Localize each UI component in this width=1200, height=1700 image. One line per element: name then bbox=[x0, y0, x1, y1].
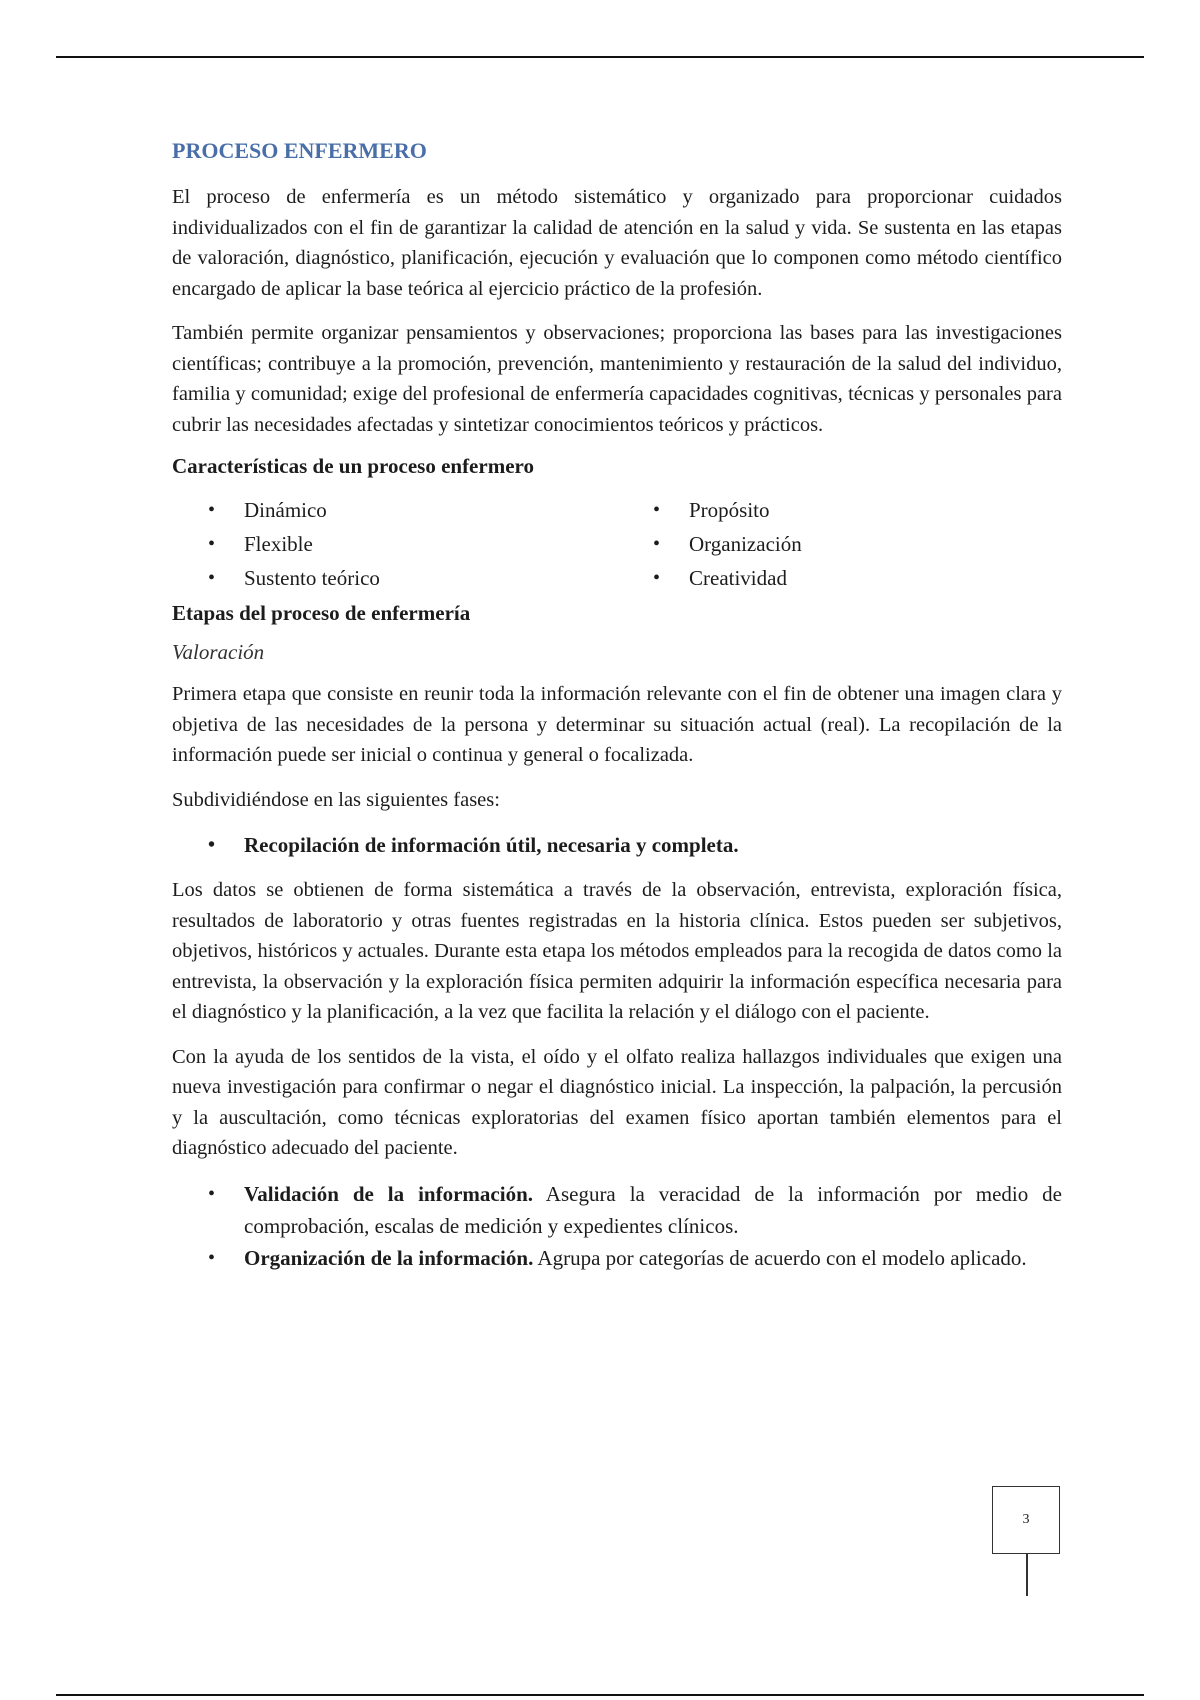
bullet-icon: • bbox=[208, 1182, 216, 1205]
page-number-box bbox=[992, 1486, 1060, 1554]
document-body bbox=[172, 138, 1062, 1288]
characteristics-heading: Características de un proceso enfermero bbox=[172, 454, 534, 478]
data-collection-paragraph: Los datos se obtienen de forma sistemática a través de la observación, entrevista, exploración física, resultados de laboratorio y otras fuentes registradas en la historia clínica. Estos pueden ser subjetivos, objetivos, históricos y actuales. Durante esta etapa los métodos empleados para la recogida de datos como la entrevista, la observación y la exploración física permiten adquirir la información específica necesaria para el diagnóstico y la planificación, a la vez que facilita la relación y el diálogo con el paciente. bbox=[172, 879, 1062, 1023]
benefits-paragraph: También permite organizar pensamientos y observaciones; proporciona las bases para las investigaciones científicas; contribuye a la promoción, prevención, mantenimiento y restauración de la salud del individuo, familia y comunidad; exige del profesional de enfermería capacidades cognitivas, técnicas y personales para cubrir las necesidades afectadas y sintetizar conocimientos teóricos y prácticos. bbox=[172, 322, 1062, 436]
stages-heading: Etapas del proceso de enfermería bbox=[172, 601, 471, 625]
intro-paragraph: El proceso de enfermería es un método sistemático y organizado para proporcionar cuidados individualizados con el fin de garantizar la calidad de atención en la salud y vida. Se sustenta en las etapas de valoración, diagnóstico, planificación, ejecución y evaluación que lo componen como método científico encargado de aplicar la base teórica al ejercicio práctico de la profesión. bbox=[172, 186, 1062, 300]
bullet-icon: • bbox=[208, 567, 216, 589]
phase-label: Validación de la información. bbox=[244, 1181, 533, 1206]
characteristics-left-column bbox=[172, 493, 617, 595]
bullet-icon: • bbox=[208, 1246, 216, 1269]
phase-list-2 bbox=[172, 1178, 1062, 1274]
list-item: • Creatividad bbox=[617, 561, 1062, 595]
bullet-icon: • bbox=[208, 533, 216, 555]
list-item: • Recopilación de información útil, necesaria y completa. bbox=[172, 829, 1062, 861]
section-title: PROCESO ENFERMERO bbox=[172, 138, 427, 163]
list-item: • Organización bbox=[617, 527, 1062, 561]
list-item: • Dinámico bbox=[172, 493, 617, 527]
valoracion-subheading: Valoración bbox=[172, 640, 265, 664]
phases-intro: Subdividiéndose en las siguientes fases: bbox=[172, 788, 500, 811]
bullet-icon: • bbox=[208, 499, 216, 521]
characteristics-right-column bbox=[617, 493, 1062, 595]
bullet-icon: • bbox=[653, 533, 661, 555]
bullet-icon: • bbox=[653, 567, 661, 589]
senses-paragraph: Con la ayuda de los sentidos de la vista, el oído y el olfato realiza hallazgos individuales que exigen una nueva investigación para confirmar o negar el diagnóstico inicial. La inspección, la palpación, la percusión y la auscultación, como técnicas exploratorias del examen físico aportan también elementos para el diagnóstico adecuado del paciente. bbox=[172, 1045, 1062, 1159]
list-item: • Propósito bbox=[617, 493, 1062, 527]
list-item: • Sustento teórico bbox=[172, 561, 617, 595]
valoracion-paragraph: Primera etapa que consiste en reunir toda la información relevante con el fin de obtener una imagen clara y objetiva de las necesidades de la persona y determinar su situación actual (real). La recopilación de la información puede ser inicial o continua y general o focalizada. bbox=[172, 683, 1062, 766]
header-rule bbox=[56, 56, 1144, 58]
list-item bbox=[172, 1178, 1062, 1242]
phase-text: Asegura la veracidad de la información por medio de comprobación, escalas de medición y expedientes clínicos. bbox=[244, 1181, 1062, 1238]
list-item: • Flexible bbox=[172, 527, 617, 561]
phase-label: Organización de la información. bbox=[244, 1245, 534, 1270]
page-number: 3 bbox=[1022, 1512, 1030, 1527]
footer-rule bbox=[56, 1694, 1144, 1696]
bullet-icon: • bbox=[653, 499, 661, 521]
bullet-icon: • bbox=[208, 834, 216, 856]
list-item bbox=[172, 1242, 1062, 1274]
page-number-stem bbox=[1026, 1554, 1028, 1596]
characteristics-list bbox=[172, 493, 1062, 595]
phase-text: Agrupa por categorías de acuerdo con el modelo aplicado. bbox=[533, 1245, 1027, 1270]
phase-list-1 bbox=[172, 829, 1062, 861]
